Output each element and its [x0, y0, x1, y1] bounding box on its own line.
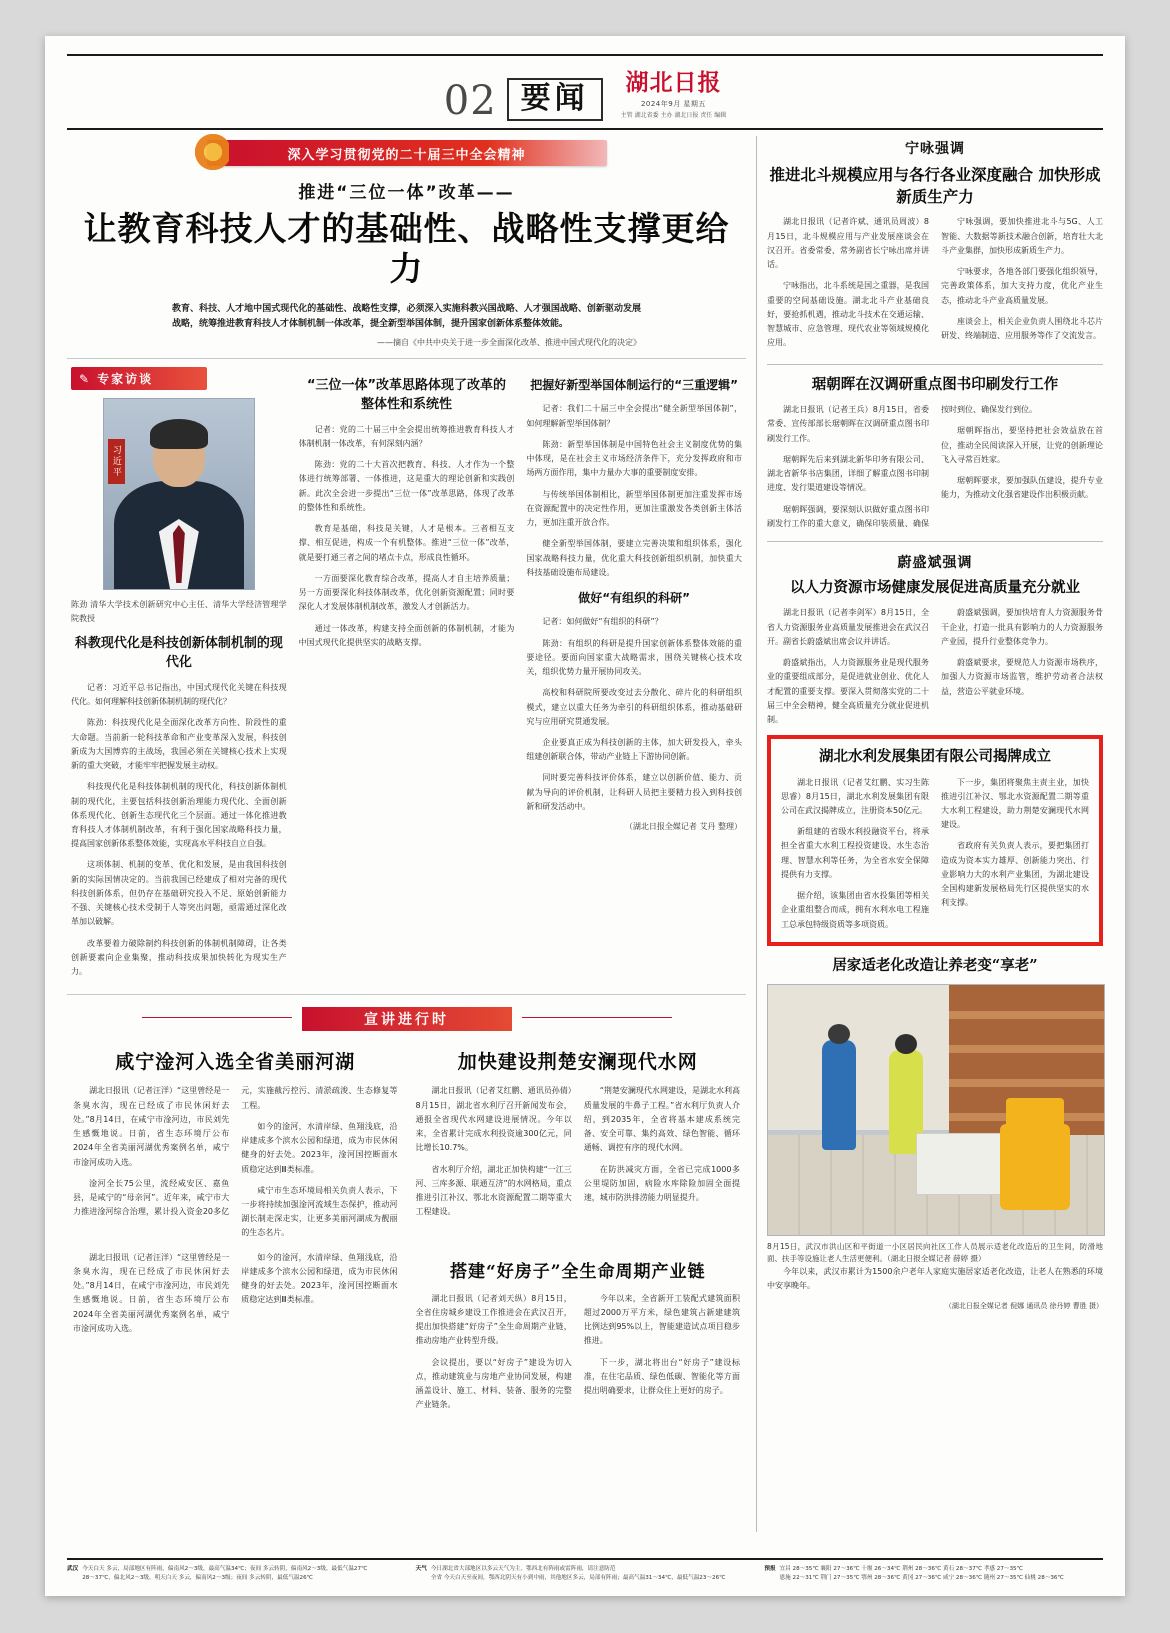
right-headline: 以人力资源市场健康发展促进高质量充分就业: [790, 579, 1080, 597]
expert-tag-label: 专家访谈: [97, 372, 154, 386]
expert-para: 科技现代化是科技体制机制的现代化，科技创新体制机制的现代化，主要包括科技创新治理能力现代化、全面创新体系现代化、创新生态现代化三个层面。通过一体化推进教育科技人才体制机制改革，有利于强化国家战略科技力量，提高国家创新体系整体效能，实现高水平科技自立自强。: [71, 782, 287, 849]
campaign-article-2: [416, 1251, 741, 1413]
weather-cell: [416, 1565, 755, 1582]
right-headline: 推进北斗规模应用与各行各业深度融合 加快形成新质生产力: [769, 165, 1101, 206]
brand-title: 湖北日报: [625, 68, 722, 96]
weather-label: 天气: [415, 1566, 427, 1573]
campaign-para: 会议提出，要以“好房子”建设为切入点，推动建筑业与房地产业协同发展，构建涵盖设计、施工、材料、装备、服务的完整产业链条。: [415, 1357, 572, 1410]
weather-row: 28～37℃，偏北风2～3级。明天白天 多云，偏南风2～3级；夜间 多云转阴，最低气温26℃: [82, 1574, 313, 1581]
right-article-1: [767, 375, 1103, 531]
weather-footer: [67, 1558, 1103, 1582]
hero-headline: 让教育科技人才的基础性、战略性支撑更给力: [83, 209, 730, 289]
masthead-date: 2024年9月 星期五: [640, 99, 706, 108]
weather-row: 今天白天 多云，局部地区有阵雨，偏南风2～3级，最高气温34℃；夜间 多云转阴，偏南风2～3级，最低气温27℃: [82, 1566, 368, 1573]
campaign-headline: 搭建“好房子”全生命周期产业链: [449, 1261, 706, 1282]
weather-cell: [67, 1565, 406, 1582]
right-para: 湖北日报讯（记者王兵）8月15日，省委常委、宣传部部长琚朝晖在汉调研重点图书印刷发行工作。: [767, 405, 929, 443]
weather-row: 宜昌 28～35℃ 襄阳 27～36℃ 十堰 26～34℃ 荆州 28～36℃ 黄石 28～37℃ 孝感 27～35℃: [779, 1566, 1023, 1573]
campaign-para: 省水利厅介绍，湖北正加快构建“一江三河、三库多源、联通互济”的水网格局，重点推进引江补汉、鄂北水资源配置二期等重大工程建设。: [415, 1164, 572, 1217]
weather-row: 全省 今天白天至夜间，鄂西北阴天有小到中雨，其他地区多云，局部有阵雨；最高气温31～34℃，最低气温23～26℃: [430, 1574, 726, 1581]
expert-para: 改革要着力破除制约科技创新的体制机制障碍，让各类创新要素向企业集聚，推动科技成果加快转化为现实生产力。: [71, 938, 287, 977]
campaign-article-1: [416, 1041, 741, 1240]
photo-article-para: 今年以来，武汉市累计为1500余户老年人家庭实施居家适老化改造，让老人在熟悉的环境中安享晚年。: [767, 1267, 1103, 1291]
right-para: 琚朝晖指出，要坚持把社会效益放在首位，推动全民阅读深入开展，让党的创新理论飞入寻常百姓家。: [941, 426, 1103, 464]
right-para: 宁咏要求，各地各部门要强化组织领导，完善政策体系，加大支持力度，优化产业生态，推动北斗产业高质量发展。: [941, 267, 1103, 305]
campaign-headline: 咸宁淦河入选全省美丽河湖: [115, 1051, 356, 1074]
expert-para: 这项体制、机制的变革、优化和发展，是由我国科技创新的实际国情决定的。当前我国已经建成了相对完备的现代科技创新体系，但仍存在基础研究投入不足、原始创新能力不强、关键核心技术受制于人等突出问题，亟需通过深化改革加以破解。: [71, 860, 287, 927]
divider: [67, 994, 746, 995]
expert-tag: [71, 367, 207, 390]
expert-col-3: [526, 367, 742, 986]
expert-byline: （湖北日报全媒记者 艾丹 整理）: [624, 822, 743, 832]
campaign-para: 湖北日报讯（记者汪洋）“这里曾经是一条臭水沟，现在已经成了市民休闲好去处。”8月14日，在咸宁市淦河边，市民刘先生感慨地说。日前，省生态环境厅公布2024年全省美丽河湖优秀案例名单，咸宁市淦河成功入选。: [73, 1252, 230, 1333]
expert-section-title-1: “三位一体”改革思路体现了改革的整体性和系统性: [306, 378, 507, 412]
expert-para: 与传统举国体制相比，新型举国体制更加注重发挥市场在资源配置中的决定性作用，更加注重激发各类创新主体活力，更加注重开放合作。: [526, 489, 743, 528]
campaign-articles-bottom: [67, 1251, 746, 1413]
campaign-para: 湖北日报讯（记者刘天纵）8月15日，全省住房城乡建设工作推进会在武汉召开，提出加快搭建“好房子”全生命周期产业链，推动房地产业转型升级。: [415, 1293, 572, 1346]
portrait-strip-label: 习近平: [108, 439, 125, 484]
highlight-para: 下一步，集团将聚焦主责主业，加快推进引江补汉、鄂北水资源配置二期等重大水利工程建设，助力荆楚安澜现代水网建设。: [941, 777, 1089, 830]
expert-para: 企业要真正成为科技创新的主体，加大研发投入，牵头组建创新联合体，带动产业链上下游协同创新。: [526, 738, 743, 762]
right-headline: 琚朝晖在汉调研重点图书印刷发行工作: [811, 375, 1059, 393]
campaign-para: 淦河全长75公里，流经咸安区、嘉鱼县，是咸宁的“母亲河”。近年来，咸宁市大力推进淦河综合治理，累计投入资金20多亿元，实施截污控污、清淤疏浚、生态修复等工程。: [73, 1086, 398, 1217]
expert-para: 记者：如何做好“有组织的科研”？: [542, 617, 663, 627]
photo-appliance: [916, 1133, 1008, 1195]
expert-para: 陈劲：科技现代化是全面深化改革方向性、阶段性的重大命题。当前新一轮科技革命和产业变革深入发展，科技创新成为大国博弈的主战场，我国必须在关键核心技术上实现新的重大突破，才能牢牢把握发展主动权。: [71, 718, 287, 771]
campaign-para: 今年以来，全省新开工装配式建筑面积超过2000万平方米，绿色建筑占新建建筑比例达到95%以上，智能建造试点项目稳步推进。: [583, 1293, 740, 1346]
campaign-article-2-left-filler: [73, 1251, 398, 1413]
body-area: [67, 136, 1103, 1532]
hero-lead-source: ——摘自《中共中央关于进一步全面深化改革、推进中国式现代化的决定》: [377, 338, 641, 347]
page-number: 02: [443, 77, 497, 124]
right-article-0: [767, 138, 1103, 354]
campaign-para: 如今的淦河，水清岸绿、鱼翔浅底，沿岸建成多个滨水公园和绿道，成为市民休闲健身的好去处。2023年，淦河国控断面水质稳定达到Ⅲ类标准。: [241, 1252, 398, 1305]
right-para: 蔚盛斌强调，要加快培育人力资源服务骨干企业，打造一批具有影响力的人力资源服务产业园，提升行业整体竞争力。: [941, 608, 1103, 646]
right-para: 蔚盛斌要求，要规范人力资源市场秩序，加强人力资源市场监管，维护劳动者合法权益，营造公平就业环境。: [941, 658, 1103, 696]
right-kicker: 宁咏强调: [905, 141, 965, 157]
left-column: [67, 136, 757, 1532]
portrait-hair: [150, 419, 208, 449]
campaign-para: 湖北日报讯（记者汪洋）“这里曾经是一条臭水沟，现在已经成了市民休闲好去处。”8月14日，在咸宁市淦河边，市民刘先生感慨地说。日前，省生态环境厅公布2024年全省美丽河湖优秀案例名单，咸宁市淦河成功入选。: [73, 1086, 230, 1167]
right-article-2: [767, 552, 1103, 727]
expert-caption: 陈劲 清华大学技术创新研究中心主任、清华大学经济管理学院教授: [71, 600, 287, 623]
right-para: 湖北日报讯（记者李剑军）8月15日，全省人力资源服务业高质量发展推进会在武汉召开。副省长蔚盛斌出席会议并讲话。: [767, 608, 929, 646]
highlight-para: 湖北日报讯（记者艾红鹏、实习生陈思睿）8月15日，湖北水利发展集团有限公司在武汉揭牌成立，注册资本50亿元。: [781, 777, 929, 815]
campaign-headline: 加快建设荆楚安澜现代水网: [457, 1051, 698, 1074]
expert-para: 教育是基础，科技是关键，人才是根本。三者相互支撑、相互促进，构成一个有机整体。推进“三位一体”改革，就是要打通三者之间的堵点卡点，形成良性循环。: [298, 524, 515, 562]
expert-para: 记者：我们二十届三中全会提出“健全新型举国体制”，如何理解新型举国体制？: [526, 404, 743, 428]
campaign-banner: 宣讲进行时: [302, 1007, 512, 1031]
expert-para: 记者：党的二十届三中全会提出统筹推进教育科技人才体制机制一体改革，有何深刻内涵？: [298, 424, 515, 448]
weather-row: 今日湖北省大部地区以多云天气为主，鄂西北有阵雨或雷阵雨，请注意防范: [430, 1566, 616, 1573]
expert-para: 陈劲：党的二十大首次把教育、科技、人才作为一个整体进行统筹部署、一体推进，这是重大的理论创新和实践创新。此次全会进一步提出“三位一体”改革思路，体现了改革的整体性和系统性。: [298, 460, 515, 512]
weather-row: 恩施 22～31℃ 荆门 27～35℃ 鄂州 28～36℃ 黄冈 27～36℃ 咸宁 28～36℃ 随州 27～35℃ 仙桃 28～36℃: [779, 1574, 1064, 1581]
highlight-para: 省政府有关负责人表示，要把集团打造成为资本实力雄厚、创新能力突出、行业影响力大的水利产业集团，为湖北建设全国构建新发展格局先行区提供坚实的水利支撑。: [941, 841, 1089, 908]
highlight-para: 据介绍，该集团由省水投集团等相关企业重组整合而成，拥有水利水电工程施工总承包特级资质等多项资质。: [781, 891, 929, 929]
expert-section-title-2: 把握好新型举国体制运行的“三重逻辑”: [530, 378, 739, 392]
right-para: 座谈会上，相关企业负责人围绕北斗芯片研发、终端制造、应用服务等作了交流发言。: [941, 316, 1103, 341]
photo-chair: [1000, 1124, 1070, 1210]
expert-para: 高校和科研院所要改变过去分散化、碎片化的科研组织模式，建立以重大任务为牵引的科研组织体系，推动基础研究与应用研究贯通发展。: [526, 688, 743, 726]
expert-para: 陈劲：新型举国体制是中国特色社会主义制度优势的集中体现，是在社会主义市场经济条件下，充分发挥政府和市场两方面作用，集中力量办大事的重要制度安排。: [526, 439, 743, 478]
divider: [67, 358, 746, 359]
expert-section-title-0: 科教现代化是科技创新体制机制的现代化: [74, 636, 283, 671]
highlight-para: 新组建的省级水利投融资平台，将承担全省重大水利工程投资建设、水生态治理、智慧水利等任务，为全省水安全保障提供有力支撑。: [781, 827, 929, 879]
hero-lead: 教育、科技、人才地中国式现代化的基础性、战略性支撑，必须深入实施科教兴国战略、人才强国战略、创新驱动发展战略，统筹推进教育科技人才体制机制一体改革，提全新型举国体制，提升国家创新体系整体效能。: [172, 303, 641, 330]
expert-section-title-3: 做好“有组织的科研”: [578, 590, 691, 605]
divider: [767, 364, 1103, 365]
campaign-articles-top: [67, 1041, 746, 1240]
divider: [767, 541, 1103, 542]
expert-portrait: [103, 398, 255, 590]
expert-para: 一方面要深化教育综合改革，提高人才自主培养质量；另一方面要深化科技体制改革，优化创新资源配置；同时要深化人才发展体制机制改革，激发人才创新活力。: [298, 573, 515, 612]
right-para: 宁咏指出，北斗系统是国之重器，是我国重要的空间基础设施。湖北北斗产业基础良好，要抢抓机遇，推动北斗技术在交通运输、智慧城市、应急管理、现代农业等领域规模化应用。: [767, 281, 929, 348]
hero-banner: 深入学习贯彻党的二十届三中全会精神: [207, 140, 607, 166]
masthead: [67, 54, 1103, 130]
expert-para: 陈劲：有组织的科研是提升国家创新体系整体效能的重要途径。要面向国家重大战略需求，围绕关键核心技术攻关，组织优势力量开展协同攻关。: [526, 638, 743, 677]
weather-cell: [764, 1565, 1103, 1582]
expert-col-2: [299, 367, 515, 986]
hero-kicker: 推进“三位一体”改革——: [298, 183, 515, 203]
right-para: 琚朝晖要求，要加强队伍建设，提升专业能力，为推动文化强省建设作出积极贡献。: [941, 476, 1103, 500]
right-para: 蔚盛斌指出，人力资源服务业是现代服务业的重要组成部分，是促进就业创业、优化人才配置的重要支撑。要深入贯彻落实党的二十届三中全会精神，健全高质量充分就业促进机制。: [767, 658, 929, 724]
newspaper-sheet: [45, 36, 1125, 1596]
weather-label: 预报: [764, 1566, 776, 1573]
campaign-para: 在防洪减灾方面，全省已完成1000多公里堤防加固，病险水库除险加固全面提速，城市防洪排涝能力明显提升。: [583, 1164, 740, 1202]
masthead-publisher: 主管 湖北省委 主办 湖北日报 责任 编辑: [620, 111, 727, 119]
photo-credit: （湖北日报全媒记者 倪娜 通讯员 徐丹婷 曹胜 摄）: [944, 1301, 1103, 1310]
expert-para: 记者：习近平总书记指出，中国式现代化关键在科技现代化。如何理解科技创新体制机制的现代化？: [71, 682, 287, 707]
photo-article-headline: 居家适老化改造让养老变“享老”: [832, 956, 1038, 974]
campaign-para: 下一步，湖北将出台“好房子”建设标准，在住宅品质、绿色低碳、智能化等方面提出明确要求，让群众住上更好的房子。: [583, 1357, 740, 1396]
campaign-para: “荆楚安澜现代水网建设，是湖北水利高质量发展的牛鼻子工程。”省水利厅负责人介绍，到2035年，全省将基本建成系统完备、安全可靠、集约高效、绿色智能、循环通畅、调控有序的现代水网。: [583, 1086, 740, 1153]
campaign-para: 咸宁市生态环境局相关负责人表示，下一步将持续加强淦河流域生态保护，推动河湖长制走深走实，让更多美丽河湖成为靓丽的生态名片。: [241, 1185, 398, 1238]
weather-label: 武汉: [67, 1566, 79, 1573]
photo-caption: 8月15日，武汉市洪山区和平街道一小区居民向社区工作人员展示适老化改造后的卫生间，防滑地面、扶手等设施让老人生活更便利。（湖北日报全媒记者 薛婷 摄）: [767, 1242, 1103, 1264]
expert-para: 通过一体改革，构建支持全面创新的体制机制，才能为中国式现代化提供坚实的战略支撑。: [298, 623, 515, 647]
right-photo-article: [767, 956, 1103, 1311]
expert-col-1: [71, 367, 287, 986]
campaign-article-0: [73, 1041, 398, 1240]
pen-icon: ✎: [79, 371, 92, 386]
right-kicker: 蔚盛斌强调: [897, 555, 973, 572]
right-para: 湖北日报讯（记者许斌、通讯员周波）8月15日，北斗规模应用与产业发展座谈会在汉召开。省委常委、常务副省长宁咏出席并讲话。: [767, 217, 929, 270]
expert-para: 健全新型举国体制，要建立完善决策和组织体系，强化国家战略科技力量，优化重大科技创新组织机制，加快重大科技基础设施布局建设。: [526, 539, 743, 577]
photo-person-1: [822, 1040, 856, 1150]
expert-para: 同时要完善科技评价体系，建立以创新价值、能力、贡献为导向的评价机制，让科研人员把主要精力投入到科技创新和研发活动中。: [526, 773, 743, 811]
expert-interview: [67, 367, 746, 986]
right-para: 宁咏强调，要加快推进北斗与5G、人工智能、大数据等新技术融合创新，培育壮大北斗产业集群，加快形成新质生产力。: [941, 217, 1103, 255]
right-para: 琚朝晖先后来到湖北新华印务有限公司、湖北省新华书店集团，详细了解重点图书印制进度、发行渠道建设等情况。: [767, 454, 929, 493]
section-label: 要闻: [507, 78, 603, 121]
campaign-para: 如今的淦河，水清岸绿、鱼翔浅底，沿岸建成多个滨水公园和绿道，成为市民休闲健身的好去处。2023年，淦河国控断面水质稳定达到Ⅲ类标准。: [241, 1121, 398, 1174]
campaign-para: 湖北日报讯（记者艾红鹏、通讯员孙倩）8月15日，湖北省水利厅召开新闻发布会，通报全省现代水网建设进展情况。今年以来，全省累计完成水利投资逾300亿元，同比增长10.7%。: [415, 1086, 572, 1153]
highlighted-article: [767, 735, 1103, 946]
highlight-headline: 湖北水利发展集团有限公司揭牌成立: [819, 748, 1051, 766]
right-column: [767, 136, 1103, 1532]
photo-image: [767, 984, 1105, 1236]
right-para: 琚朝晖强调，要深刻认识做好重点图书印刷发行工作的重大意义，确保印装质量、确保按时到位、确保发行到位。: [767, 405, 1037, 528]
